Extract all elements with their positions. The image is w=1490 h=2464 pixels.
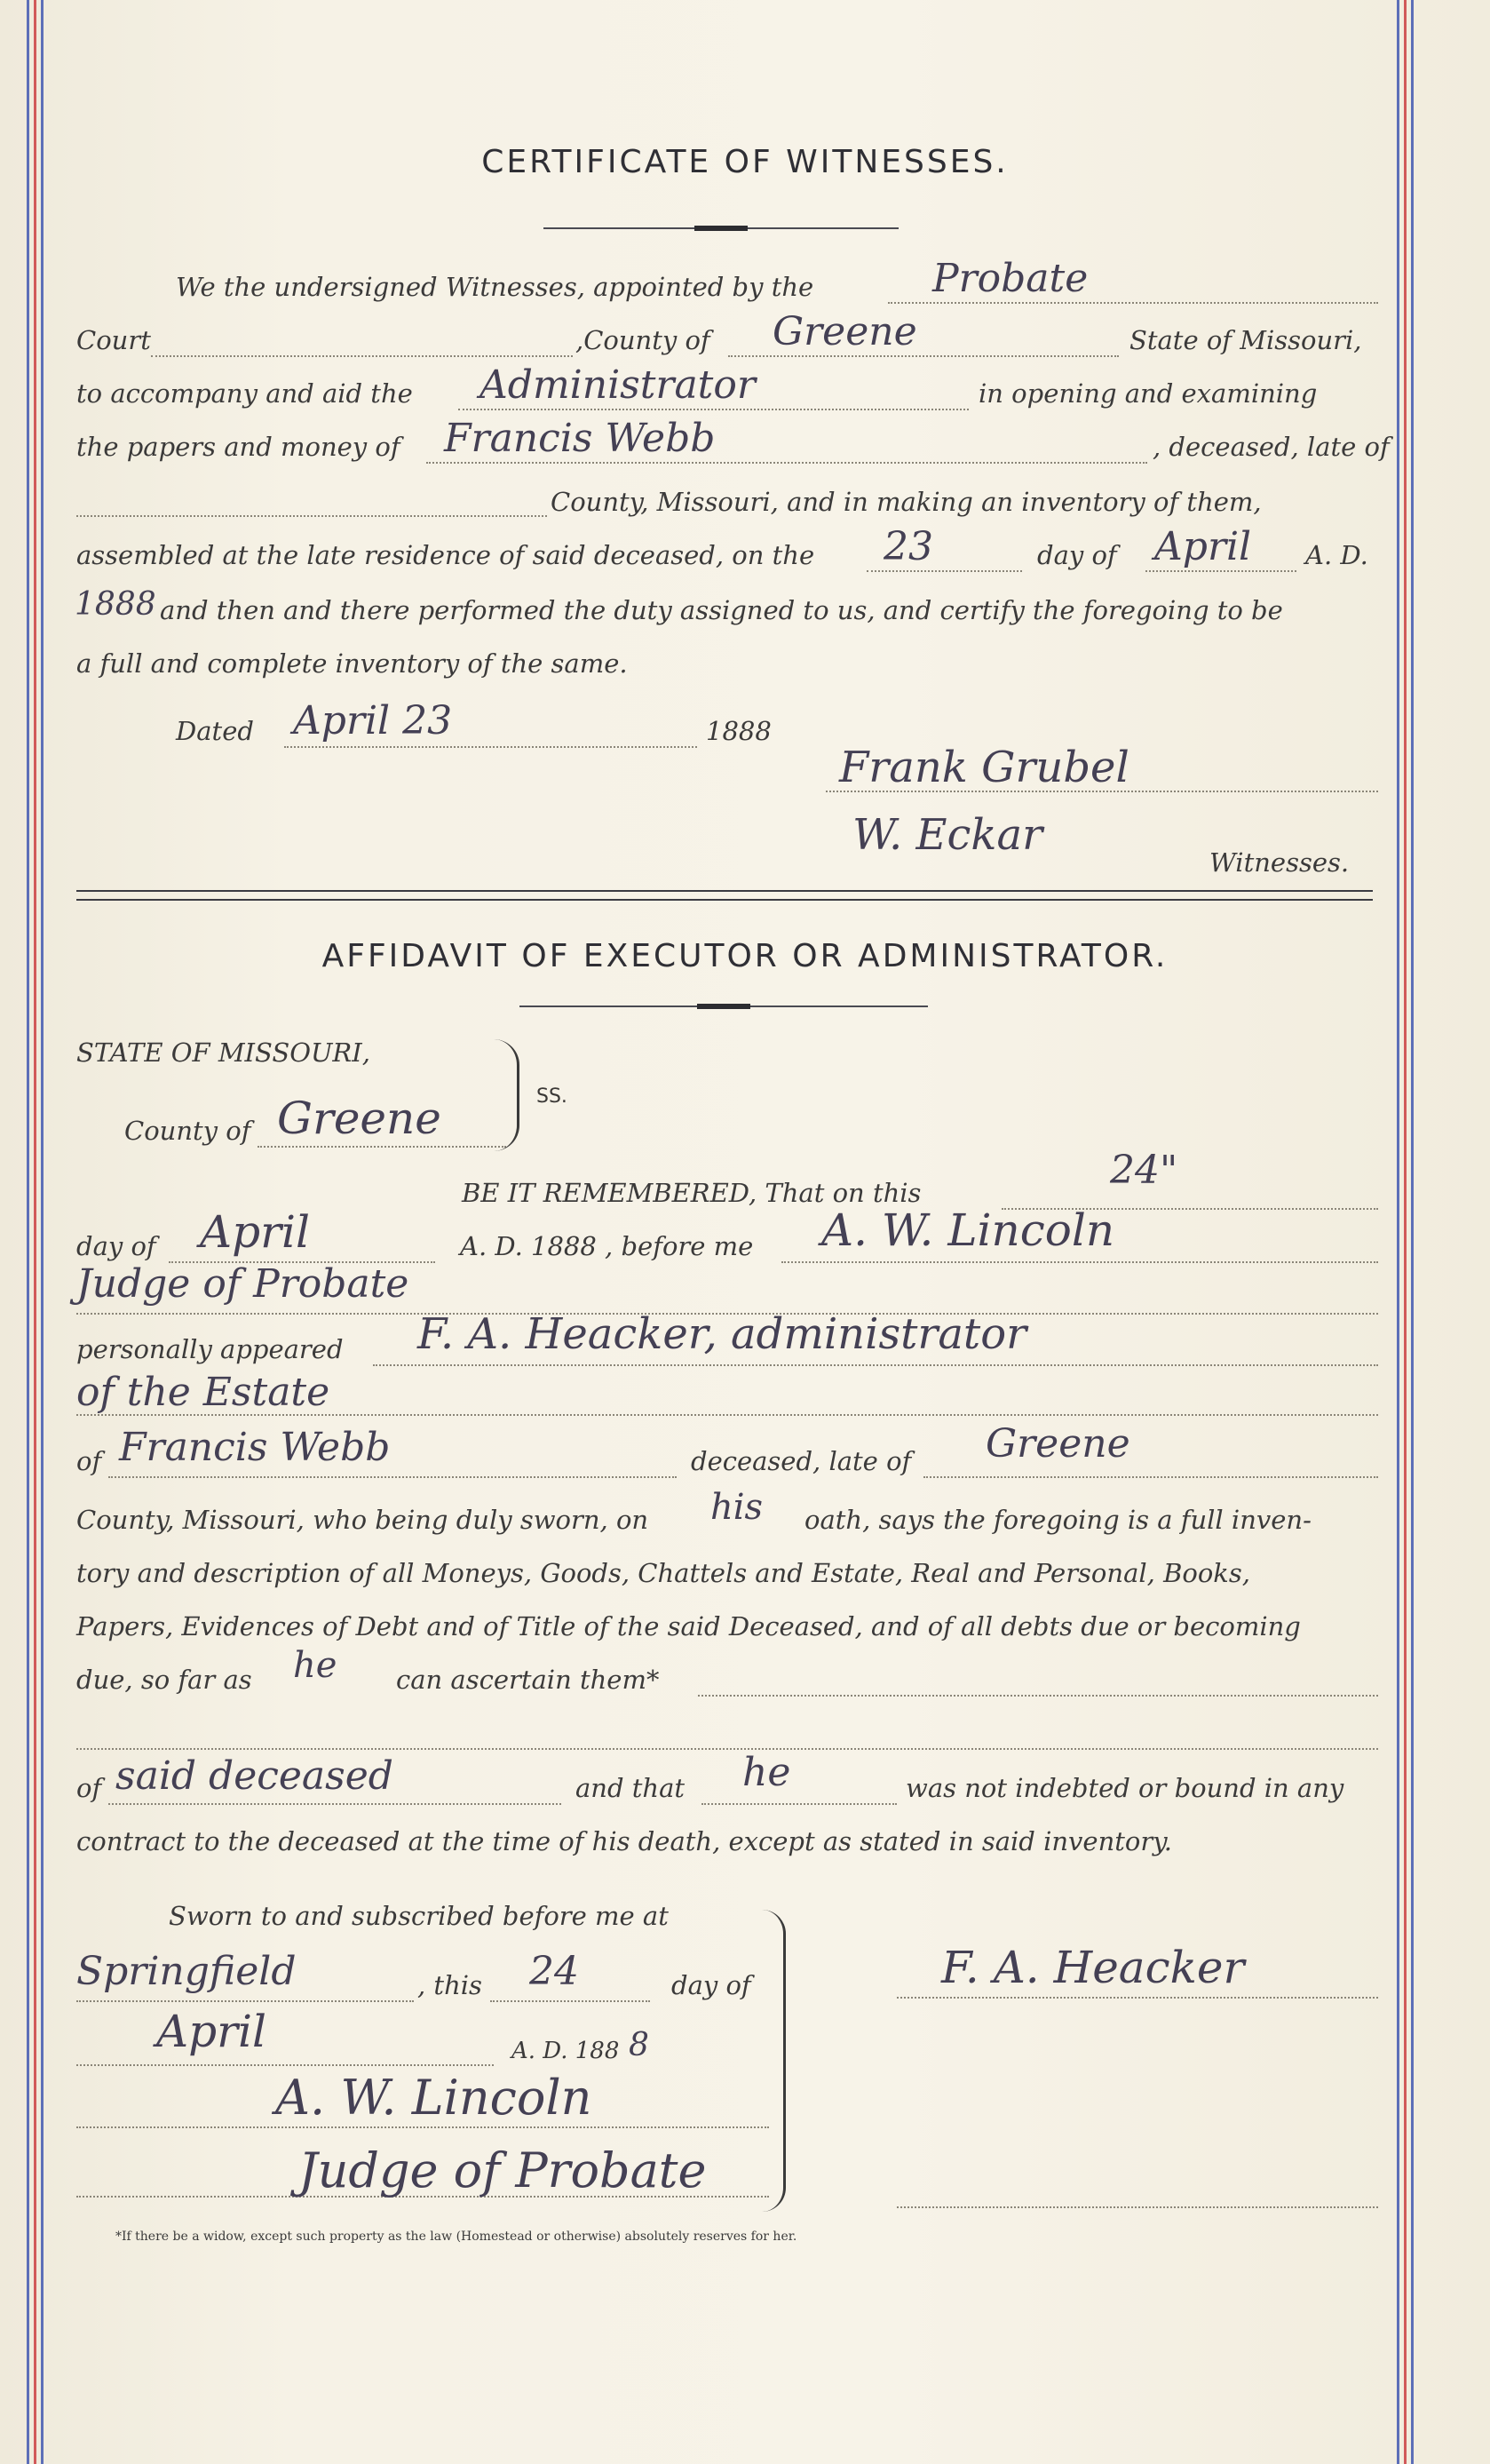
- witness2-signature: W. Eckar: [852, 810, 1043, 860]
- cert-line2-state: State of Missouri,: [1129, 325, 1362, 355]
- cert-line4-blank: [426, 462, 1147, 464]
- aff-month-fill: April: [200, 1206, 310, 1258]
- aff-appeared: personally appeared: [76, 1334, 344, 1364]
- cert-line3-text2: in opening and examining: [979, 378, 1318, 409]
- cert-line2-county: ,County of: [575, 325, 710, 355]
- cert-year-fill: 1888: [75, 586, 156, 623]
- cert-line6-dayof: day of: [1037, 540, 1117, 570]
- cert-dated-blank: [284, 746, 697, 748]
- section-divider: [76, 890, 1373, 901]
- jurat-ad: A. D. 188: [511, 2038, 620, 2064]
- left-decorative-border: [27, 0, 46, 2464]
- aff-remembered: BE IT REMEMBERED, That on this: [462, 1178, 922, 1208]
- cert-line1-text: We the undersigned Witnesses, appointed by the: [176, 272, 814, 302]
- aff-dayof: day of: [76, 1231, 156, 1261]
- witness1-signature: Frank Grubel: [839, 743, 1129, 792]
- jurat-brace: [762, 1910, 786, 2212]
- aff-p5-of: of: [76, 1773, 102, 1803]
- cert-dated-year: 1888: [706, 716, 772, 746]
- aff-p3: Papers, Evidences of Debt and of Title of the said Deceased, and of all debts due or becoming: [76, 1611, 1301, 1641]
- aff-p1-text: County, Missouri, who being duly sworn, on: [76, 1505, 649, 1535]
- aff-p2: tory and description of all Moneys, Goods, Chattels and Estate, Real and Personal, Books,: [76, 1558, 1250, 1588]
- aff-p4-fill: he: [293, 1645, 337, 1686]
- jurat-year-fill: 8: [629, 2027, 649, 2063]
- cert-line4-text2: , deceased, late of: [1153, 432, 1390, 462]
- jurat-this: , this: [417, 1970, 482, 2000]
- right-decorative-border: [1397, 0, 1416, 2464]
- aff-p1-fill: his: [710, 1487, 764, 1528]
- cert-line5-text: County, Missouri, and in making an inventory of them,: [551, 487, 1262, 517]
- judge-signature: A. W. Lincoln: [275, 2070, 592, 2126]
- jurat-place-blank: [76, 2000, 414, 2002]
- cert-line2-blank2: [728, 355, 1119, 357]
- cert-dated-label: Dated: [176, 716, 254, 746]
- jurat-this-blank: [490, 2000, 650, 2002]
- aff-judge-fill: Judge of Probate: [76, 1261, 409, 1307]
- cert-court-fill: Probate: [932, 256, 1089, 301]
- aff-ss: SS.: [536, 1085, 567, 1108]
- aff-blank-line: [76, 1748, 1378, 1750]
- jurat-day-fill: 24: [529, 1949, 579, 1994]
- aff-p5-fill: said deceased: [115, 1753, 393, 1799]
- cert-line6-blank: [867, 570, 1022, 572]
- cert-line3-blank: [458, 409, 969, 410]
- aff-officer-blank: [781, 1261, 1378, 1263]
- aff-county-blank: [258, 1146, 506, 1148]
- cert-line6-text: assembled at the late residence of said deceased, on the: [76, 540, 815, 570]
- cert-day-fill: 23: [884, 524, 933, 569]
- affiant-signature: F. A. Heacker: [941, 1942, 1245, 1993]
- affidavit-title-rule: [519, 1005, 928, 1007]
- cert-line2-court: Court: [76, 325, 151, 355]
- cert-line6-blank2: [1145, 570, 1296, 572]
- aff-of-blank: [108, 1476, 677, 1478]
- cert-decedent-fill: Francis Webb: [444, 416, 716, 461]
- cert-line6-ad: A. D.: [1305, 540, 1368, 570]
- cert-line5-blank: [76, 515, 547, 517]
- cert-line1-blank: [888, 302, 1378, 304]
- aff-p4-text2: can ascertain them*: [396, 1665, 660, 1695]
- aff-late-fill: Greene: [986, 1421, 1130, 1466]
- aff-state: STATE OF MISSOURI,: [76, 1037, 370, 1068]
- aff-decedent-fill: Francis Webb: [119, 1425, 391, 1470]
- affiant-signature-line: [897, 1997, 1378, 1999]
- affidavit-title: AFFIDAVIT OF EXECUTOR OR ADMINISTRATOR.: [321, 938, 1169, 974]
- cert-line2-blank: [151, 355, 573, 357]
- aff-officer-fill: A. W. Lincoln: [821, 1204, 1115, 1256]
- cert-month-fill: April: [1154, 524, 1252, 569]
- cert-line8-text: a full and complete inventory of the same.: [76, 648, 628, 679]
- jurat-dayof: day of: [671, 1970, 751, 2000]
- aff-p5-blank2: [701, 1803, 897, 1805]
- aff-appeared-blank: [373, 1364, 1378, 1366]
- cert-dated-fill: April 23: [293, 698, 453, 743]
- aff-venue-brace: [494, 1039, 519, 1151]
- jurat-place-fill: Springfield: [76, 1949, 297, 1994]
- witnesses-label: Witnesses.: [1209, 847, 1350, 878]
- title-rule: [543, 227, 899, 229]
- aff-of: of: [76, 1446, 102, 1476]
- jurat-judge-line: [76, 2126, 769, 2128]
- cert-role-fill: Administrator: [479, 362, 756, 408]
- aff-p4-text: due, so far as: [76, 1665, 252, 1695]
- aff-county-label: County of: [124, 1116, 251, 1146]
- jurat-month-blank: [76, 2064, 494, 2066]
- aff-p5-blank: [108, 1803, 561, 1805]
- aff-p1-text2: oath, says the foregoing is a full inven-: [804, 1505, 1312, 1535]
- jurat-month-fill: April: [156, 2006, 266, 2057]
- cert-line4-text: the papers and money of: [76, 432, 400, 462]
- jurat-sworn: Sworn to and subscribed before me at: [169, 1901, 669, 1931]
- aff-p5-text: and that: [575, 1773, 686, 1803]
- judge-title-signature: Judge of Probate: [298, 2142, 707, 2198]
- aff-deceased-late: deceased, late of: [691, 1446, 912, 1476]
- aff-day-fill: 24": [1110, 1148, 1178, 1193]
- aff-p6: contract to the deceased at the time of his death, except as stated in said inventory.: [76, 1826, 1172, 1856]
- aff-county-fill: Greene: [277, 1093, 441, 1144]
- cert-line7-text: and then and there performed the duty assigned to us, and certify the foregoing to be: [160, 595, 1283, 625]
- cert-line3-text: to accompany and aid the: [76, 378, 413, 409]
- certificate-title: CERTIFICATE OF WITNESSES.: [481, 144, 1009, 180]
- footnote: *If there be a widow, except such property as the law (Homestead or otherwise) absolutely reserves for her.: [115, 2230, 797, 2244]
- aff-estate-fill: of the Estate: [76, 1370, 330, 1415]
- aff-p4-blank: [698, 1695, 1378, 1697]
- aff-late-blank: [923, 1476, 1378, 1478]
- affiant-blank-line: [897, 2206, 1378, 2208]
- aff-ad: A. D. 1888 , before me: [460, 1231, 754, 1261]
- aff-p5-text2: was not indebted or bound in any: [906, 1773, 1344, 1803]
- aff-p5-fill2: he: [742, 1750, 791, 1795]
- aff-appeared-fill: F. A. Heacker, administrator: [417, 1309, 1027, 1359]
- cert-county-fill: Greene: [773, 309, 917, 354]
